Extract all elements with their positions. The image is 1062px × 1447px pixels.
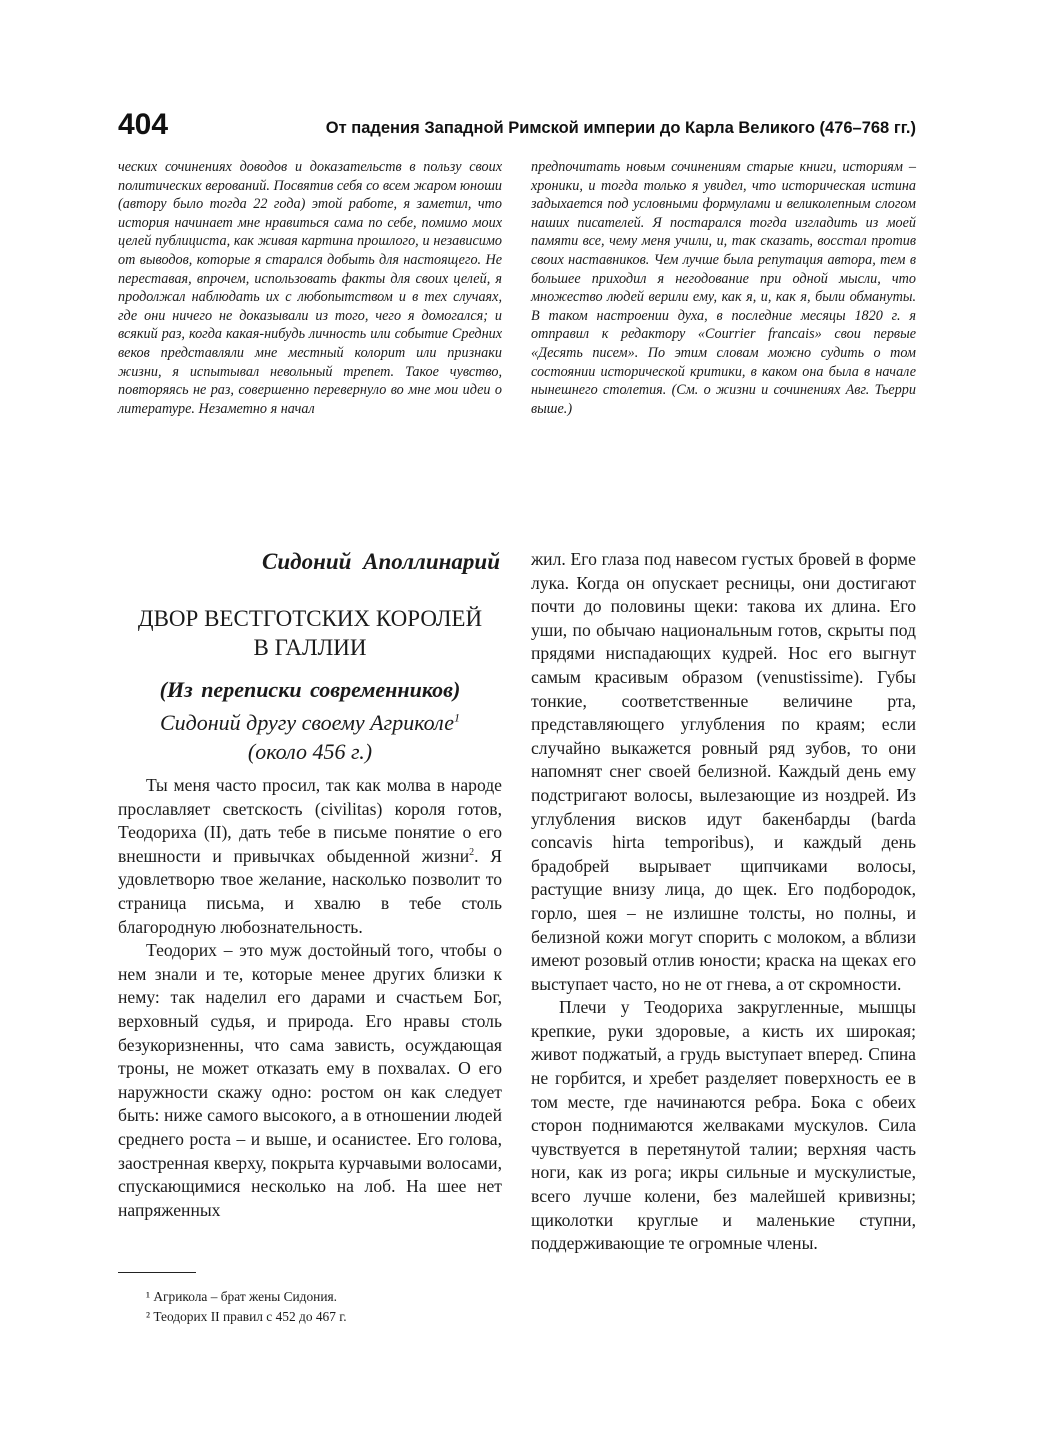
section-subtitle: (Из переписки современников) (159, 677, 461, 702)
footnote-mark-2: 2 (469, 846, 475, 858)
section-title-line-2: В ГАЛЛИИ (253, 635, 367, 660)
section-author: Сидоний Аполлинарий (262, 549, 500, 574)
page-number: 404 (118, 108, 169, 141)
letter-heading-line-1: Сидоний другу своему Агриколе (159, 710, 455, 735)
intro-text-left: ческих сочинениях доводов и доказательств в пользу своих политических верований. Посвятив себя со всем жаром юноши (автору было тогда 22 года) этой работе, я заметил, что история начинает мне нравиться сама по себе, помимо моих целей публициста, как живая картина прошлого, и независимо от выводов, которые я старался добыть для настоящего. Не переставая, впрочем, использовать факты для своих целей, я продолжал наблюдать их с любопытством и в тех случаях, где они ничего не доказывали из того, чего я домогался; и всякий раз, когда какая-нибудь личность или событие Средних веков представляли мне местный колорит или признаки жизни, я испытывал невольный трепет. Такое чувство, повторяясь не раз, совершенно перевернуло во мне мои идеи о литературе. Незаметно я начал (118, 159, 502, 417)
body-paragraph-2: Теодорих – это муж достойный того, чтобы о нем знали и те, которые менее других близки к нему: так наделил его дарами и счастьем Бог, верховный судья, и природа. Его нравы столь безукоризненны, что сама зависть, осуждающая троны, не может отказать ему в похвалах. О его наружности скажу одно: ростом он как следует быть: ниже самого высокого, а в отношении людей среднего роста – и выше, и осанистее. Его голова, заостренная кверху, покрыта курчавыми волосами, спускающимися несколько на лоб. На шее нет напряженных (118, 940, 502, 1220)
footnotes (146, 1287, 506, 1327)
body-column-left (118, 774, 502, 1222)
letter-heading (118, 708, 502, 766)
footnote-mark-1: 1 (454, 710, 461, 725)
section-title (118, 604, 502, 662)
letter-heading-line-2: (около 456 г.) (247, 739, 373, 764)
body-column-right (531, 548, 916, 1256)
body-paragraph-1-text: Ты меня часто просил, так как молва в народе прославляет светскость (civilitas) короля готов, Теодориха (II), дать тебе в письме понятие о его внешности и привычках обыденной жизни (118, 775, 502, 866)
body-paragraph-4: Плечи у Теодориха закругленные, мышцы крепкие, руки здоровые, а кисть их широкая; живот поджатый, а грудь выступает вперед. Спина не горбится, и хребет разделяет поверхность ее в том месте, где начинаются ребра. Бока с обеих сторон поднимаются желваками мускулов. Сила чувствуется в перетянутой талии; верхняя часть ноги, как из рога; икры сильные и мускулистые, всего лучше колени, без малейшей кривизны; щиколотки круглые и маленькие ступни, поддерживающие те огромные члены. (531, 997, 916, 1254)
footnote-divider (118, 1272, 196, 1273)
body-paragraph-1 (118, 774, 502, 939)
footnote-1: ¹ Агрикола – брат жены Сидония. (146, 1289, 338, 1304)
footnote-2: ² Теодорих II правил с 452 до 467 г. (146, 1309, 347, 1324)
running-header: От падения Западной Римской империи до Карла Великого (476–768 гг.) (325, 119, 916, 137)
body-paragraph-1-tail: . Я удовлетворю твое желание, насколько позволит то страница письма, и хвалю в тебе столь благородную любознательность. (118, 845, 502, 937)
section-title-line-1: ДВОР ВЕСТГОТСКИХ КОРОЛЕЙ (137, 606, 483, 631)
intro-text-right: предпочитать новым сочинениям старые книги, историям – хроники, и тогда только я увидел, что историческая истина задыхается под условными формулами и великолепным слогом наших писателей. Я постарался тогда изгладить из моей памяти все, чему меня учили, и, так сказать, восстал против своих наставников. Чем лучше была репутация автора, тем в большее приходил я негодование при одной мысли, что множество людей верили ему, как я, и, как я, были обмануты. В таком настроении духа, в последние месяцы 1820 г. я отправил к редактору «Courrier francais» свои первые «Десять писем». По этим словам можно судить о том состоянии исторической критики, в каком она была в начале нынешнего столетия. (См. о жизни и сочинениях Авг. Тьерри выше.) (531, 159, 916, 417)
body-paragraph-3: жил. Его глаза под навесом густых бровей в форме лука. Когда он опускает ресницы, они достигают почти до половины щеки: такова их длина. Его уши, по обычаю национальным готов, скрыты под прядями ниспадающих кудрей. Нос его выгнут самым красивым образом (venustissime). Губы тонкие, соответственные величине рта, представляющего углубления по краям; если случайно выкажется ровный ряд зубов, то они напомнят снег своей белизной. Каждый день ему подстригают волосы, вылезающие из ноздрей. Из углубления висков идут бакенбарды (barda concavis hirta temporibus), и каждый день брадобрей вырывает щипчиками волосы, растущие внизу лица, до щек. Его подбородок, горло, шея – не излишне толсты, но полны, и белизной кожи могут спорить с молоком, а вблизи имеют розовый отлив юности; краска на щеках его выступает часто, но не от гнева, а от скромности. (531, 549, 916, 994)
